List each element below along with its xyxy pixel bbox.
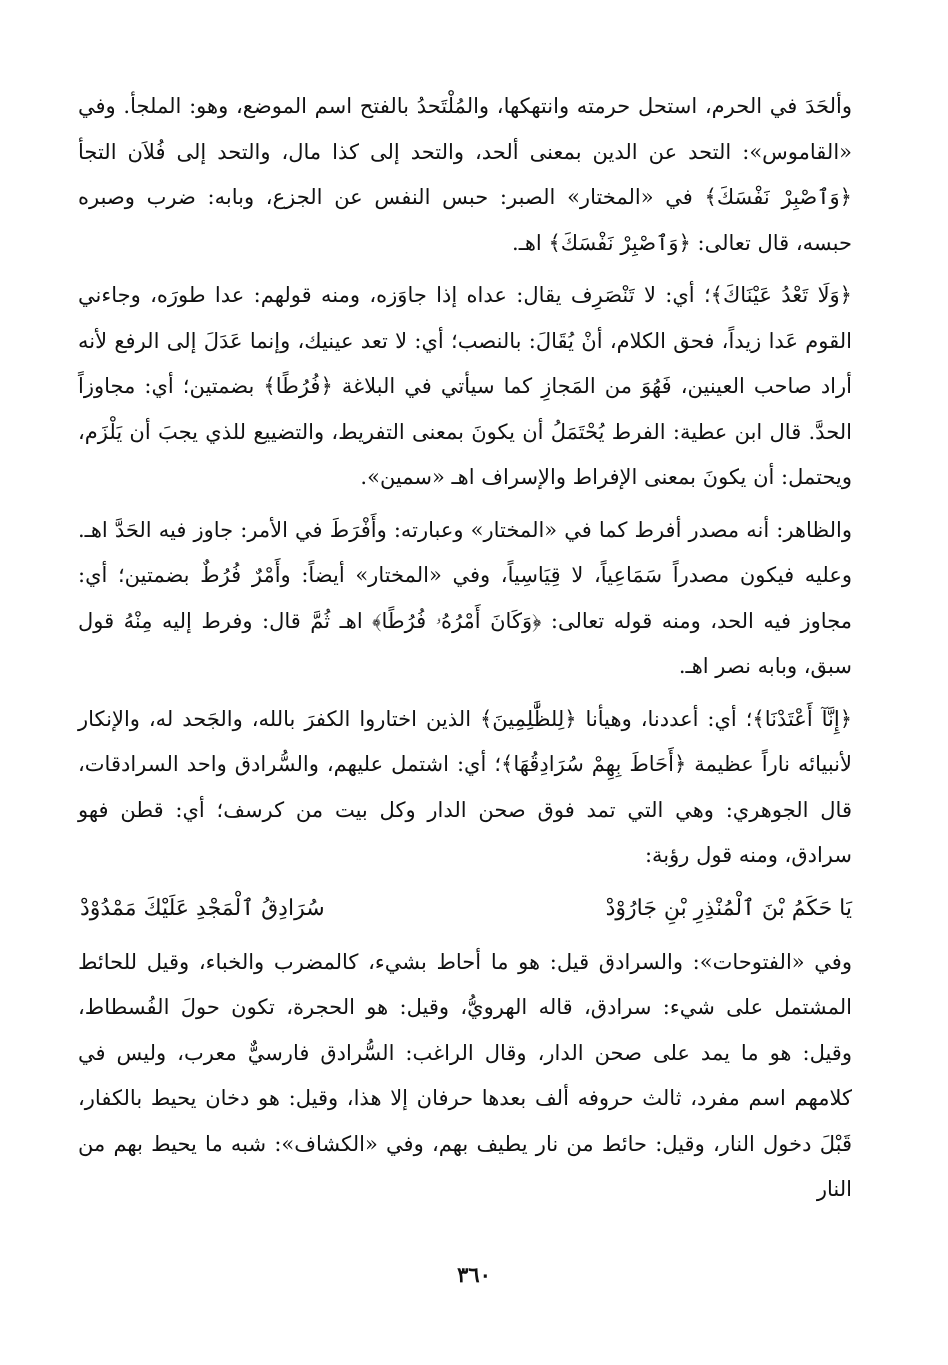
paragraph-1: وألحَدَ في الحرم، استحل حرمته وانتهكها، والمُلْتَحدُ بالفتح اسم الموضع، وهو: الملجأ. وفي «القاموس»: التحد عن الدين بمعنى ألحد، والتحد إلى كذا مال، والتحد إلى فُلاَن التجأ ﴿وَٱصْبِرْ نَفْسَكَ﴾ في «المختار» الصبر: حبس النفس عن الجزع، وبابه: ضرب وصبره حبسه، قال تعالى: ﴿وَٱصْبِرْ نَفْسَكَ﴾ اهـ. bbox=[78, 94, 852, 255]
poetry-verse bbox=[78, 886, 852, 932]
paragraph-3: والظاهر: أنه مصدر أفرط كما في «المختار» وعبارته: وأَفْرَطَ في الأمر: جاوز فيه الحَدَّ اهـ. وعليه فيكون مصدراً سَمَاعِياً، لا قِيَاسِياً، وفي «المختار» أيضاً: وأَمْرٌ فُرُطٌ بضمتين؛ أي: مجاوز فيه الحد، ومنه قوله تعالى: ﴿وَكَانَ أَمْرُهُۥ فُرُطًا﴾ اهـ ثُمَّ قال: وفرط إليه مِنْهُ قول سبق، وبابه نصر اهـ. bbox=[78, 517, 852, 678]
verse-left-hemistich: سُرَادِقُ ٱلْمَجْدِ عَلَيْكَ مَمْدُوْدْ bbox=[80, 895, 325, 921]
page-number: ٣٦٠ bbox=[457, 1262, 491, 1287]
paragraph-2: ﴿وَلَا تَعْدُ عَيْنَاكَ﴾؛ أي: لا تَنْصَرِف يقال: عداه إذا جاوَزه، ومنه قولهم: عدا طورَه، وجاءني القوم عَدا زيداً، فحق الكلام، أنْ يُقَالَ: بالنصب؛ أي: لا تعد عينيك، وإنما عَدَلَ إلى الرفع لأنه أراد صاحب العينين، فَهُوَ من المَجازِ كما سيأتي في البلاغة ﴿فُرُطًا﴾ بضمتين؛ أي: مجاوزاً الحدَّ. قال ابن عطية: الفرط يُحْتَمَلُ أن يكونَ بمعنى التفريط، والتضييع للذي يجبَ أن يَلْزَم، ويحتمل: أن يكونَ بمعنى الإفراط والإسراف اهـ «سمين». bbox=[78, 283, 852, 489]
paragraph-5: وفي «الفتوحات»: والسرادق قيل: هو ما أحاط بشيء، كالمضرب والخباء، وقيل للحائط المشتمل على شيء: سرادق، قاله الهرويُّ، وقيل: هو الحجرة، تكون حولَ الفُسطاط، وقيل: هو ما يمد على صحن الدار، وقال الراغب: السُّرادق فارسيٌّ معرب، وليس في كلامهم اسم مفرد، ثالث حروفه ألف بعدها حرفان إلا هذا، وقيل: هو دخان يحيط بالكفار، قَبْلَ دخول النار، وقيل: حائط من نار يطيف بهم، وفي «الكشاف»: شبه ما يحيط بهم من النار bbox=[78, 949, 852, 1201]
verse-right-hemistich: يَا حَكَمُ بْنَ ٱلْمُنْذِرِ بْنِ جَارُوْدْ bbox=[605, 895, 852, 921]
paragraph-4: ﴿إِنَّآ أَعْتَدْنَا﴾؛ أي: أعددنا، وهيأنا ﴿لِلظَّٰلِمِينَ﴾ الذين اختاروا الكفرَ بالله، والجَحد له، والإنكار لأنبيائه ناراً عظيمة ﴿أَحَاطَ بِهِمْ سُرَادِقُهَا﴾؛ أي: اشتمل عليهم، والسُّرادق واحد السرادقات، قال الجوهري: وهي التي تمد فوق صحن الدار وكل بيت من كرسف؛ أي: قطن فهو سرادق، ومنه قول رؤبة: bbox=[78, 706, 852, 867]
